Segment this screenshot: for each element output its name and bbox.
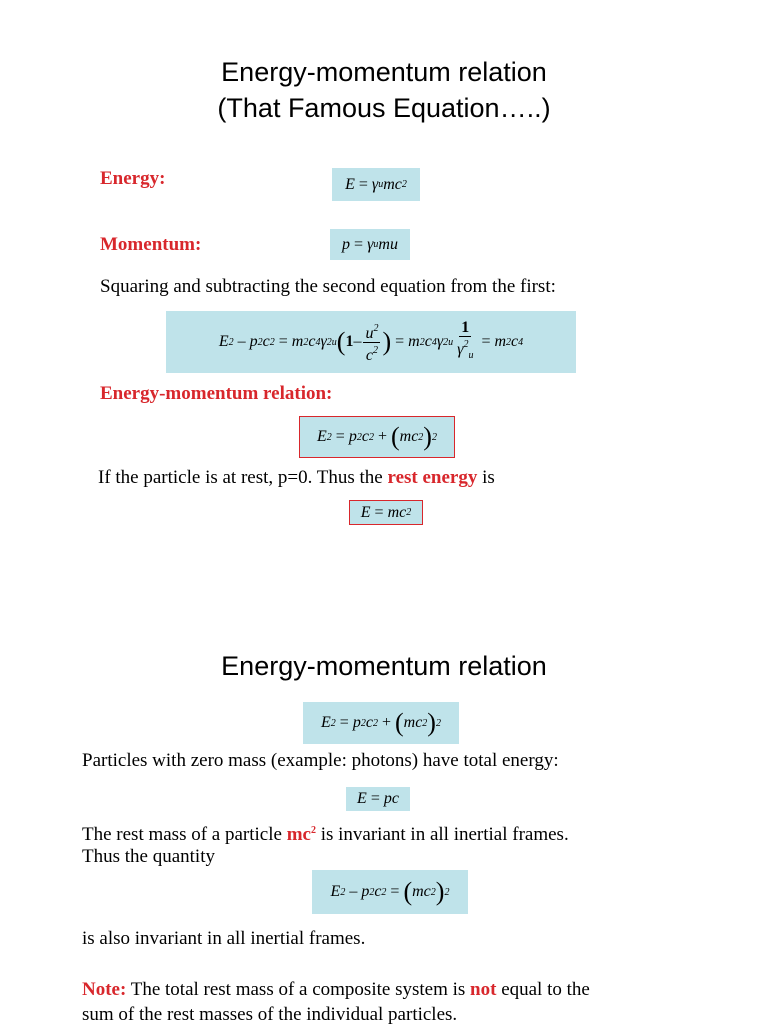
slide2-relation-equation: E 2 = p 2 c 2 + ( mc 2 ) 2 — [303, 702, 459, 744]
also-invariant-text: is also invariant in all inertial frames. — [82, 928, 366, 949]
momentum-label: Momentum: — [100, 234, 202, 255]
zero-mass-text: Particles with zero mass (example: photons) have total energy: — [82, 750, 559, 771]
note-text-part2: equal to the — [496, 979, 590, 1000]
energy-momentum-relation-label: Energy-momentum relation: — [100, 383, 333, 404]
invariant-text-part1: The rest mass of a particle — [82, 824, 287, 845]
relation-equation-boxed: E 2 = p 2 c 2 + ( mc 2 ) 2 — [299, 416, 455, 458]
note-not-highlight: not — [470, 979, 497, 1000]
note-text — [82, 978, 590, 1002]
energy-equation: E = γ u mc 2 — [332, 168, 420, 201]
note-text-part1: The total rest mass of a composite system is — [126, 979, 471, 1000]
rest-energy-highlight: rest energy — [387, 467, 478, 488]
rest-energy-equation-boxed: E = mc 2 — [349, 500, 423, 525]
invariant-text — [82, 819, 569, 847]
note-text-line2: sum of the rest masses of the individual particles. — [82, 1004, 458, 1025]
rest-mass-highlight: $mc^2$ — [286, 824, 316, 845]
momentum-equation: p = γ u mu — [330, 229, 410, 260]
slide1-title-line1: Energy-momentum relation — [221, 57, 547, 87]
rest-text-part1: If the particle is at rest, p=0. Thus the — [98, 467, 388, 488]
squaring-text: Squaring and subtracting the second equation from the first: — [100, 276, 556, 297]
rest-text-part2: is — [477, 467, 495, 488]
note-label: Note: — [82, 979, 127, 1000]
energy-label: Energy: — [100, 168, 166, 189]
slide2-title: Energy-momentum relation — [221, 651, 547, 681]
invariant-quantity-equation: E 2 – p 2 c 2 = ( mc 2 ) 2 — [312, 870, 468, 914]
derivation-equation: E 2 – p 2 c 2 = m 2 c 4 γ 2 u ( 1 – $\frac{u^2}{c^2}$ ) = m 2 c 4 γ 2 u $\frac{1}{\gamma^2_u}$ = m 2 c 4 — [166, 311, 576, 373]
thus-text: Thus the quantity — [82, 846, 215, 867]
invariant-text-part2: is invariant in all inertial frames. — [315, 824, 569, 845]
rest-mass-highlight-text: mc — [286, 824, 311, 845]
rest-energy-text — [98, 466, 495, 490]
photon-energy-equation: E = pc — [346, 787, 410, 811]
slide1-title-line2: (That Famous Equation…..) — [217, 93, 551, 123]
